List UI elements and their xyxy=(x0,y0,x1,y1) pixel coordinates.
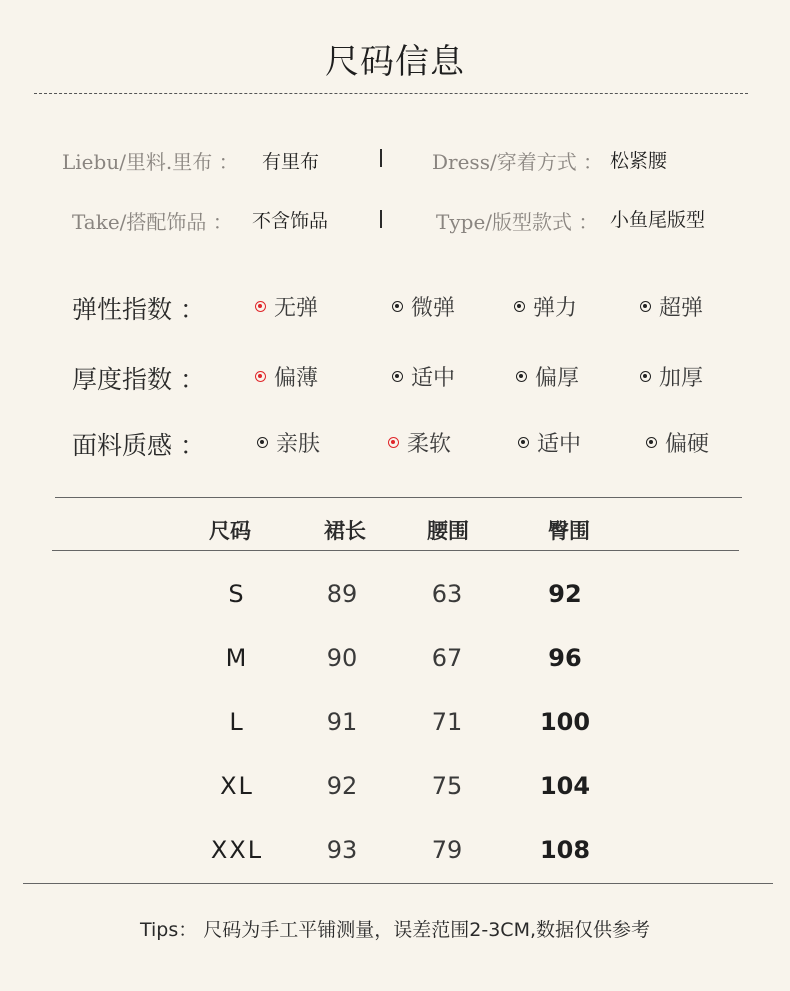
attr-label-type: Type/版型款式 ： xyxy=(436,210,599,234)
rating-option[interactable]: 偏薄 xyxy=(255,361,318,392)
rating-option[interactable]: 微弹 xyxy=(392,291,455,322)
radio-icon xyxy=(392,371,403,382)
table-cell-size: XL xyxy=(220,772,254,800)
table-cell-waist: 63 xyxy=(431,580,463,608)
table-cell-size: S xyxy=(228,580,246,608)
table-cell-hip: 104 xyxy=(539,772,591,800)
radio-icon xyxy=(392,301,403,312)
rating-label-texture: 面料质感 ： xyxy=(72,431,205,460)
table-header-hip: 臀围 xyxy=(548,519,590,543)
radio-icon xyxy=(516,371,527,382)
attr-value-type: 小鱼尾版型 xyxy=(610,209,706,231)
table-cell-hip: 100 xyxy=(539,708,591,736)
page-title: 尺码信息 xyxy=(325,42,465,82)
table-cell-size: XXL xyxy=(210,836,264,864)
rating-label-thickness: 厚度指数 ： xyxy=(72,365,205,394)
table-header-length: 裙长 xyxy=(324,519,366,543)
attr-value-dress: 松紧腰 xyxy=(610,150,668,172)
table-header-waist: 腰围 xyxy=(427,519,469,543)
dotted-divider xyxy=(34,93,748,94)
table-top-line xyxy=(55,497,742,498)
table-header-line xyxy=(52,550,739,551)
rating-label-elasticity: 弹性指数 ： xyxy=(72,295,205,324)
rating-option[interactable]: 适中 xyxy=(518,427,581,458)
radio-selected-icon xyxy=(255,301,266,312)
radio-icon xyxy=(640,371,651,382)
table-cell-waist: 79 xyxy=(431,836,463,864)
rating-option[interactable]: 加厚 xyxy=(640,361,703,392)
attr-value-accessories: 不含饰品 xyxy=(252,210,329,232)
table-cell-hip: 108 xyxy=(539,836,591,864)
table-cell-size: M xyxy=(225,644,249,672)
tips-text: Tips： 尺码为手工平铺测量，误差范围2-3CM,数据仅供参考 xyxy=(139,919,651,941)
table-cell-waist: 71 xyxy=(431,708,463,736)
radio-icon xyxy=(640,301,651,312)
rating-option[interactable]: 超弹 xyxy=(640,291,703,322)
radio-icon xyxy=(518,437,529,448)
table-header-size: 尺码 xyxy=(209,519,251,543)
table-cell-length: 91 xyxy=(326,708,358,736)
rating-option[interactable]: 无弹 xyxy=(255,291,318,322)
table-cell-hip: 96 xyxy=(548,644,582,672)
radio-selected-icon xyxy=(388,437,399,448)
radio-selected-icon xyxy=(255,371,266,382)
attr-value-lining: 有里布 xyxy=(262,151,320,173)
rating-option[interactable]: 弹力 xyxy=(514,291,577,322)
rating-option[interactable]: 柔软 xyxy=(388,427,451,458)
attr-label-dress: Dress/穿着方式 ： xyxy=(432,150,604,174)
table-cell-length: 89 xyxy=(326,580,358,608)
attr-label-accessories: Take/搭配饰品 ： xyxy=(72,210,233,234)
rating-option[interactable]: 亲肤 xyxy=(257,427,320,458)
rating-option[interactable]: 偏硬 xyxy=(646,427,709,458)
radio-icon xyxy=(257,437,268,448)
attr-separator xyxy=(380,149,382,167)
table-cell-size: L xyxy=(229,708,245,736)
rating-option[interactable]: 偏厚 xyxy=(516,361,579,392)
table-cell-length: 90 xyxy=(326,644,358,672)
rating-option[interactable]: 适中 xyxy=(392,361,455,392)
table-cell-waist: 75 xyxy=(431,772,463,800)
table-cell-length: 93 xyxy=(326,836,358,864)
radio-icon xyxy=(646,437,657,448)
attr-separator xyxy=(380,210,382,228)
table-bottom-line xyxy=(23,883,773,884)
radio-icon xyxy=(514,301,525,312)
table-cell-hip: 92 xyxy=(548,580,582,608)
table-cell-waist: 67 xyxy=(431,644,463,672)
attr-label-lining: Liebu/里料.里布 ： xyxy=(62,150,239,174)
table-cell-length: 92 xyxy=(326,772,358,800)
